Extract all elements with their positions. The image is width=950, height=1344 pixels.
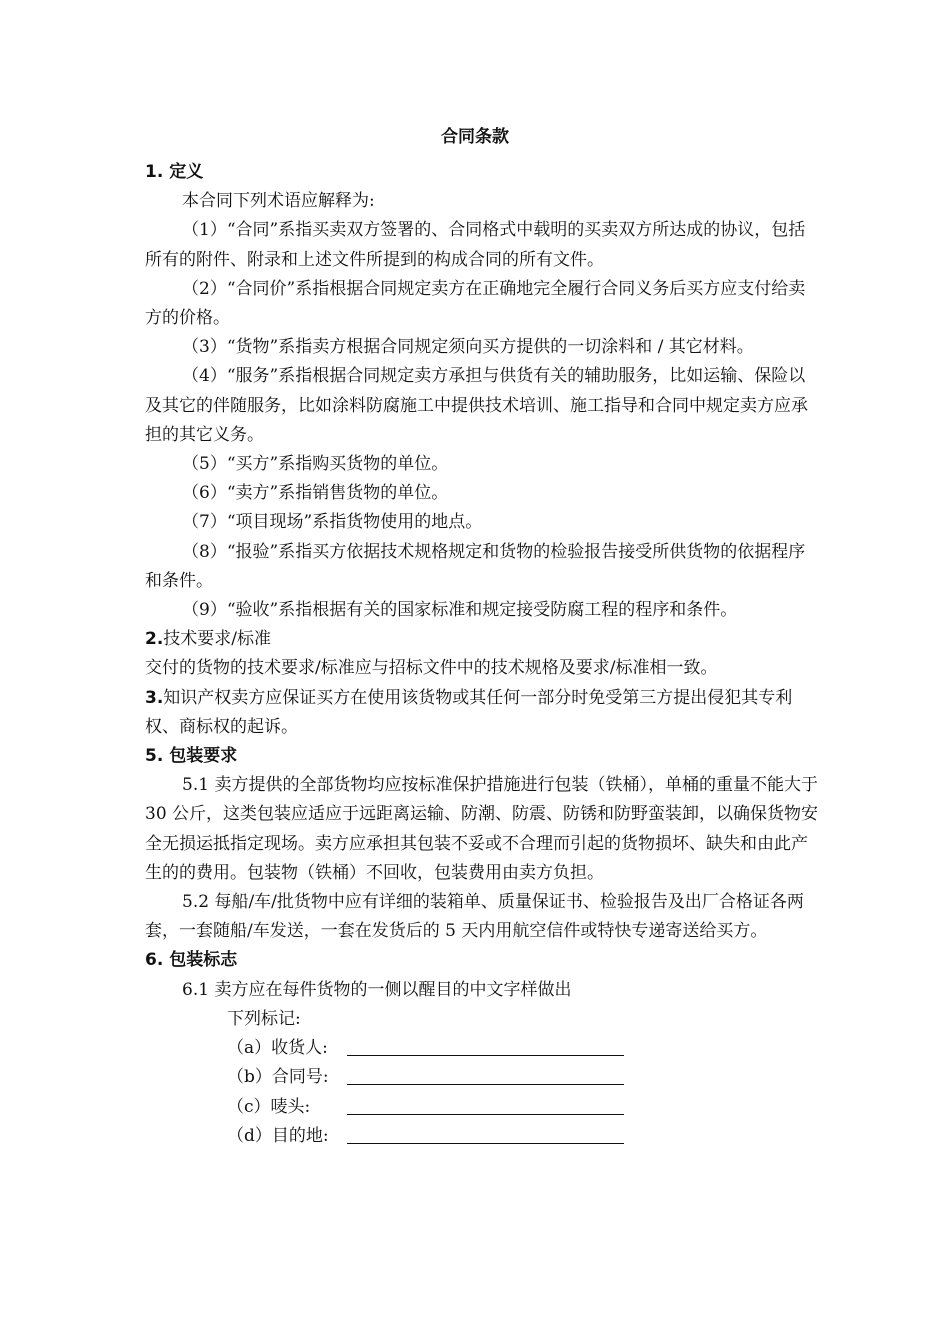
section-2-heading xyxy=(145,625,820,654)
section-1-intro: 本合同下列术语应解释为: xyxy=(182,191,375,212)
definition-item-7: （7）“项目现场”系指货物使用的地点。 xyxy=(182,512,483,533)
mark-label-contract-no: （b）合同号: xyxy=(227,1067,329,1088)
definition-item-2: （2）“合同价”系指根据合同规定卖方在正确地完全履行合同义务后买方应支付给卖方的价格。 xyxy=(145,278,806,329)
definition-item-6: （6）“卖方”系指销售货物的单位。 xyxy=(182,483,449,504)
definition-item-9: （9）“验收”系指根据有关的国家标准和规定接受防腐工程的程序和条件。 xyxy=(182,600,738,621)
mark-row-shipping-mark xyxy=(145,1093,820,1122)
section-5-2: 5.2 每船/车/批货物中应有详细的装箱单、质量保证书、检验报告及出厂合格证各两套，一套随船/车发送，一套在发货后的 5 天内用航空信件或特快专递寄送给买方。 xyxy=(145,892,804,942)
mark-label-destination: （d）目的地: xyxy=(227,1125,329,1146)
section-5-1: 5.1 卖方提供的全部货物均应按标准保护措施进行包装（铁桶），单桶的重量不能大于 30 公斤，这类包装应适应于远距离运输、防潮、防震、防锈和防野蛮装卸，以确保货物安全无损运抵指定现场。卖方应承担其包装不妥或不合理而引起的货物损坏、缺失和由此产生的的费用。包装物（铁桶）不回收，包装费用由卖方负担。 xyxy=(145,775,819,883)
definition-item-1: （1）“合同”系指买卖双方签署的、合同格式中载明的买卖双方所达成的协议，包括所有的附件、附录和上述文件所提到的构成合同的所有文件。 xyxy=(145,220,806,270)
consignee-blank-line xyxy=(347,1037,624,1056)
section-2-number: 2. xyxy=(145,629,164,650)
section-2-title: 技术要求/标准 xyxy=(163,629,272,650)
section-3-text: 知识产权卖方应保证买方在使用该货物或其任何一部分时免受第三方提出侵犯其专利权、商标权的起诉。 xyxy=(145,687,793,737)
definition-item-3: （3）“货物”系指卖方根据合同规定须向买方提供的一切涂料和 / 其它材料。 xyxy=(182,337,754,358)
section-5-heading: 5. 包装要求 xyxy=(145,746,238,767)
definition-item-4: （4）“服务”系指根据合同规定卖方承担与供货有关的辅助服务，比如运输、保险以及其它的伴随服务，比如涂料防腐施工中提供技术培训、施工指导和合同中规定卖方应承担的其它义务。 xyxy=(145,366,808,445)
section-2-text: 交付的货物的技术要求/标准应与招标文件中的技术规格及要求/标准相一致。 xyxy=(145,658,718,679)
mark-label-shipping-mark: （c）唛头: xyxy=(227,1096,311,1117)
section-6-1-cont: 下列标记: xyxy=(227,1008,301,1029)
mark-label-consignee: （a）收货人: xyxy=(227,1038,328,1059)
document-body xyxy=(145,158,820,1151)
mark-row-contract-no xyxy=(145,1063,820,1092)
shipping-mark-blank-line xyxy=(347,1096,624,1115)
document-title: 合同条款 xyxy=(441,127,509,147)
definition-item-8: （8）“报验”系指买方依据技术规格规定和货物的检验报告接受所供货物的依据程序和条件。 xyxy=(145,541,806,591)
contract-no-blank-line xyxy=(347,1066,624,1085)
section-6-heading: 6. 包装标志 xyxy=(145,950,238,971)
section-3-number: 3. xyxy=(145,687,164,708)
section-6-1: 6.1 卖方应在每件货物的一侧以醒目的中文字样做出 xyxy=(182,979,572,1000)
mark-row-destination xyxy=(145,1122,820,1151)
destination-blank-line xyxy=(347,1125,624,1144)
section-3-paragraph xyxy=(145,684,820,742)
section-1-heading: 1. 定义 xyxy=(145,162,204,182)
definition-item-5: （5）“买方”系指购买货物的单位。 xyxy=(182,454,449,475)
mark-row-consignee xyxy=(145,1034,820,1063)
